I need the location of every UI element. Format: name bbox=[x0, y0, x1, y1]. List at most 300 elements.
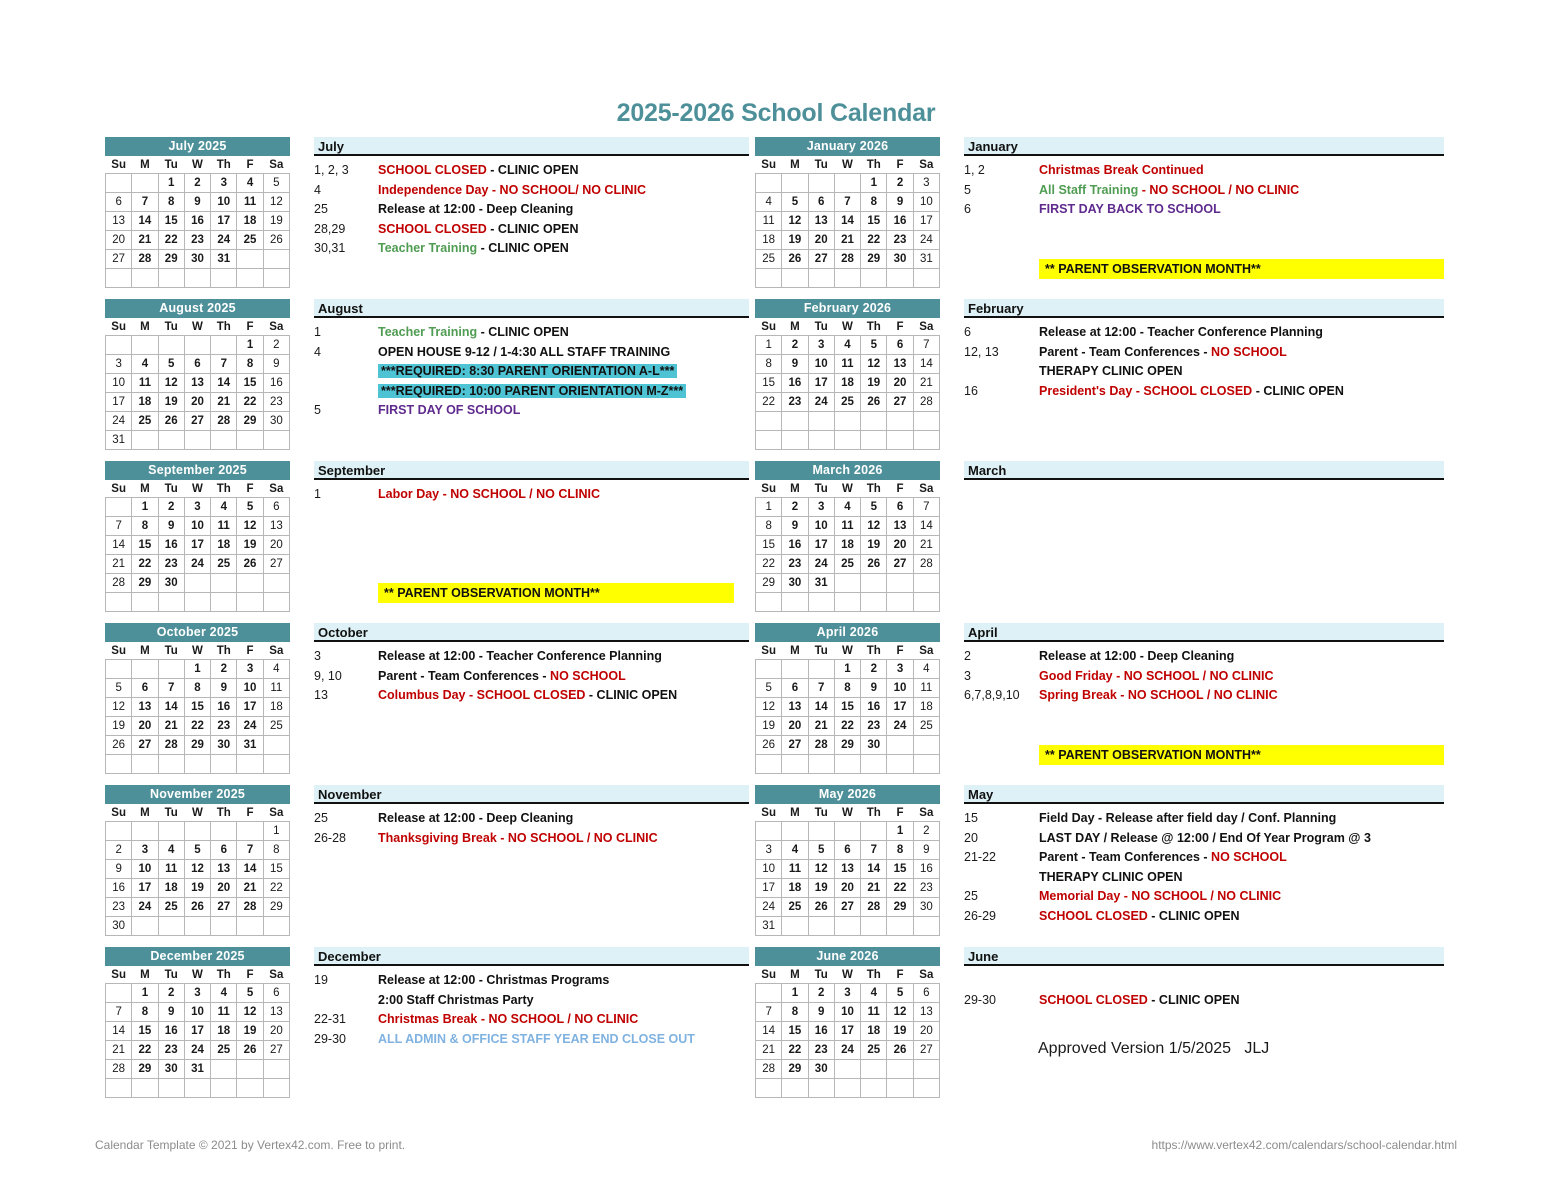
day-cell-5[interactable]: 5 bbox=[808, 841, 834, 860]
day-cell-12[interactable]: 12 bbox=[808, 860, 834, 879]
day-cell-2[interactable]: 2 bbox=[158, 984, 184, 1003]
day-cell-28[interactable]: 28 bbox=[913, 393, 939, 412]
day-cell-4[interactable]: 4 bbox=[861, 984, 887, 1003]
day-cell-3[interactable]: 3 bbox=[834, 984, 860, 1003]
day-cell-17[interactable]: 17 bbox=[913, 212, 939, 231]
day-cell-18[interactable]: 18 bbox=[756, 231, 782, 250]
day-cell-6[interactable]: 6 bbox=[132, 679, 158, 698]
day-cell-21[interactable]: 21 bbox=[913, 536, 939, 555]
day-cell-16[interactable]: 16 bbox=[106, 879, 132, 898]
day-cell-20[interactable]: 20 bbox=[263, 536, 289, 555]
day-cell-22[interactable]: 22 bbox=[756, 555, 782, 574]
day-cell-23[interactable]: 23 bbox=[184, 231, 210, 250]
day-cell-13[interactable]: 13 bbox=[263, 517, 289, 536]
day-cell-7[interactable]: 7 bbox=[106, 1003, 132, 1022]
day-cell-20[interactable]: 20 bbox=[808, 231, 834, 250]
day-cell-25[interactable]: 25 bbox=[834, 393, 860, 412]
day-cell-5[interactable]: 5 bbox=[263, 174, 289, 193]
day-cell-6[interactable]: 6 bbox=[263, 984, 289, 1003]
day-cell-22[interactable]: 22 bbox=[834, 717, 860, 736]
day-cell-1[interactable]: 1 bbox=[158, 174, 184, 193]
day-cell-29[interactable]: 29 bbox=[184, 736, 210, 755]
day-cell-22[interactable]: 22 bbox=[861, 231, 887, 250]
day-cell-5[interactable]: 5 bbox=[237, 498, 263, 517]
day-cell-12[interactable]: 12 bbox=[263, 193, 289, 212]
day-cell-22[interactable]: 22 bbox=[887, 879, 913, 898]
day-cell-12[interactable]: 12 bbox=[756, 698, 782, 717]
day-cell-22[interactable]: 22 bbox=[237, 393, 263, 412]
day-cell-28[interactable]: 28 bbox=[237, 898, 263, 917]
day-cell-11[interactable]: 11 bbox=[158, 860, 184, 879]
day-cell-2[interactable]: 2 bbox=[861, 660, 887, 679]
day-cell-28[interactable]: 28 bbox=[913, 555, 939, 574]
day-cell-21[interactable]: 21 bbox=[132, 231, 158, 250]
day-cell-18[interactable]: 18 bbox=[132, 393, 158, 412]
day-cell-30[interactable]: 30 bbox=[184, 250, 210, 269]
day-cell-23[interactable]: 23 bbox=[263, 393, 289, 412]
day-cell-19[interactable]: 19 bbox=[782, 231, 808, 250]
day-cell-1[interactable]: 1 bbox=[132, 498, 158, 517]
day-cell-16[interactable]: 16 bbox=[782, 536, 808, 555]
day-cell-10[interactable]: 10 bbox=[808, 517, 834, 536]
day-cell-30[interactable]: 30 bbox=[106, 917, 132, 936]
day-cell-25[interactable]: 25 bbox=[756, 250, 782, 269]
day-cell-6[interactable]: 6 bbox=[184, 355, 210, 374]
day-cell-8[interactable]: 8 bbox=[237, 355, 263, 374]
day-cell-4[interactable]: 4 bbox=[756, 193, 782, 212]
day-cell-25[interactable]: 25 bbox=[913, 717, 939, 736]
day-cell-18[interactable]: 18 bbox=[861, 1022, 887, 1041]
day-cell-22[interactable]: 22 bbox=[132, 555, 158, 574]
day-cell-10[interactable]: 10 bbox=[106, 374, 132, 393]
day-cell-6[interactable]: 6 bbox=[808, 193, 834, 212]
day-cell-19[interactable]: 19 bbox=[263, 212, 289, 231]
day-cell-13[interactable]: 13 bbox=[834, 860, 860, 879]
day-cell-8[interactable]: 8 bbox=[184, 679, 210, 698]
day-cell-10[interactable]: 10 bbox=[132, 860, 158, 879]
day-cell-30[interactable]: 30 bbox=[861, 736, 887, 755]
day-cell-4[interactable]: 4 bbox=[158, 841, 184, 860]
day-cell-3[interactable]: 3 bbox=[756, 841, 782, 860]
day-cell-27[interactable]: 27 bbox=[263, 1041, 289, 1060]
day-cell-14[interactable]: 14 bbox=[808, 698, 834, 717]
day-cell-16[interactable]: 16 bbox=[263, 374, 289, 393]
day-cell-25[interactable]: 25 bbox=[782, 898, 808, 917]
day-cell-18[interactable]: 18 bbox=[237, 212, 263, 231]
day-cell-1[interactable]: 1 bbox=[861, 174, 887, 193]
day-cell-3[interactable]: 3 bbox=[913, 174, 939, 193]
day-cell-12[interactable]: 12 bbox=[184, 860, 210, 879]
day-cell-8[interactable]: 8 bbox=[834, 679, 860, 698]
day-cell-29[interactable]: 29 bbox=[756, 574, 782, 593]
day-cell-26[interactable]: 26 bbox=[158, 412, 184, 431]
day-cell-30[interactable]: 30 bbox=[782, 574, 808, 593]
day-cell-31[interactable]: 31 bbox=[237, 736, 263, 755]
day-cell-7[interactable]: 7 bbox=[237, 841, 263, 860]
day-cell-9[interactable]: 9 bbox=[211, 679, 237, 698]
day-cell-5[interactable]: 5 bbox=[861, 498, 887, 517]
day-cell-23[interactable]: 23 bbox=[782, 555, 808, 574]
day-cell-26[interactable]: 26 bbox=[184, 898, 210, 917]
day-cell-21[interactable]: 21 bbox=[106, 555, 132, 574]
day-cell-4[interactable]: 4 bbox=[132, 355, 158, 374]
day-cell-26[interactable]: 26 bbox=[861, 393, 887, 412]
day-cell-6[interactable]: 6 bbox=[782, 679, 808, 698]
day-cell-1[interactable]: 1 bbox=[756, 336, 782, 355]
day-cell-3[interactable]: 3 bbox=[808, 498, 834, 517]
day-cell-14[interactable]: 14 bbox=[237, 860, 263, 879]
day-cell-29[interactable]: 29 bbox=[132, 1060, 158, 1079]
day-cell-31[interactable]: 31 bbox=[808, 574, 834, 593]
day-cell-17[interactable]: 17 bbox=[106, 393, 132, 412]
day-cell-10[interactable]: 10 bbox=[184, 517, 210, 536]
day-cell-26[interactable]: 26 bbox=[106, 736, 132, 755]
day-cell-10[interactable]: 10 bbox=[913, 193, 939, 212]
day-cell-13[interactable]: 13 bbox=[808, 212, 834, 231]
day-cell-6[interactable]: 6 bbox=[887, 498, 913, 517]
day-cell-11[interactable]: 11 bbox=[861, 1003, 887, 1022]
day-cell-19[interactable]: 19 bbox=[756, 717, 782, 736]
day-cell-7[interactable]: 7 bbox=[106, 517, 132, 536]
day-cell-2[interactable]: 2 bbox=[887, 174, 913, 193]
day-cell-28[interactable]: 28 bbox=[211, 412, 237, 431]
day-cell-12[interactable]: 12 bbox=[237, 1003, 263, 1022]
day-cell-26[interactable]: 26 bbox=[756, 736, 782, 755]
day-cell-24[interactable]: 24 bbox=[756, 898, 782, 917]
day-cell-28[interactable]: 28 bbox=[861, 898, 887, 917]
day-cell-12[interactable]: 12 bbox=[782, 212, 808, 231]
day-cell-13[interactable]: 13 bbox=[263, 1003, 289, 1022]
day-cell-17[interactable]: 17 bbox=[808, 374, 834, 393]
day-cell-2[interactable]: 2 bbox=[106, 841, 132, 860]
day-cell-27[interactable]: 27 bbox=[782, 736, 808, 755]
day-cell-11[interactable]: 11 bbox=[834, 355, 860, 374]
day-cell-25[interactable]: 25 bbox=[861, 1041, 887, 1060]
day-cell-21[interactable]: 21 bbox=[834, 231, 860, 250]
day-cell-13[interactable]: 13 bbox=[887, 355, 913, 374]
day-cell-2[interactable]: 2 bbox=[263, 336, 289, 355]
day-cell-27[interactable]: 27 bbox=[106, 250, 132, 269]
day-cell-7[interactable]: 7 bbox=[834, 193, 860, 212]
day-cell-27[interactable]: 27 bbox=[263, 555, 289, 574]
day-cell-12[interactable]: 12 bbox=[861, 355, 887, 374]
day-cell-16[interactable]: 16 bbox=[887, 212, 913, 231]
day-cell-5[interactable]: 5 bbox=[756, 679, 782, 698]
day-cell-10[interactable]: 10 bbox=[237, 679, 263, 698]
day-cell-23[interactable]: 23 bbox=[158, 1041, 184, 1060]
day-cell-4[interactable]: 4 bbox=[211, 498, 237, 517]
day-cell-27[interactable]: 27 bbox=[184, 412, 210, 431]
day-cell-20[interactable]: 20 bbox=[834, 879, 860, 898]
day-cell-1[interactable]: 1 bbox=[782, 984, 808, 1003]
day-cell-28[interactable]: 28 bbox=[834, 250, 860, 269]
day-cell-15[interactable]: 15 bbox=[132, 536, 158, 555]
day-cell-4[interactable]: 4 bbox=[237, 174, 263, 193]
day-cell-8[interactable]: 8 bbox=[782, 1003, 808, 1022]
day-cell-12[interactable]: 12 bbox=[106, 698, 132, 717]
day-cell-11[interactable]: 11 bbox=[211, 517, 237, 536]
day-cell-16[interactable]: 16 bbox=[861, 698, 887, 717]
day-cell-9[interactable]: 9 bbox=[106, 860, 132, 879]
day-cell-15[interactable]: 15 bbox=[861, 212, 887, 231]
day-cell-7[interactable]: 7 bbox=[861, 841, 887, 860]
day-cell-9[interactable]: 9 bbox=[913, 841, 939, 860]
day-cell-11[interactable]: 11 bbox=[263, 679, 289, 698]
day-cell-14[interactable]: 14 bbox=[211, 374, 237, 393]
day-cell-23[interactable]: 23 bbox=[808, 1041, 834, 1060]
day-cell-8[interactable]: 8 bbox=[861, 193, 887, 212]
day-cell-19[interactable]: 19 bbox=[808, 879, 834, 898]
day-cell-25[interactable]: 25 bbox=[211, 555, 237, 574]
day-cell-18[interactable]: 18 bbox=[782, 879, 808, 898]
day-cell-30[interactable]: 30 bbox=[211, 736, 237, 755]
day-cell-23[interactable]: 23 bbox=[782, 393, 808, 412]
day-cell-8[interactable]: 8 bbox=[132, 1003, 158, 1022]
day-cell-27[interactable]: 27 bbox=[211, 898, 237, 917]
day-cell-18[interactable]: 18 bbox=[211, 1022, 237, 1041]
day-cell-7[interactable]: 7 bbox=[132, 193, 158, 212]
day-cell-26[interactable]: 26 bbox=[887, 1041, 913, 1060]
day-cell-14[interactable]: 14 bbox=[106, 1022, 132, 1041]
day-cell-10[interactable]: 10 bbox=[887, 679, 913, 698]
day-cell-24[interactable]: 24 bbox=[808, 555, 834, 574]
day-cell-4[interactable]: 4 bbox=[834, 498, 860, 517]
day-cell-27[interactable]: 27 bbox=[132, 736, 158, 755]
day-cell-30[interactable]: 30 bbox=[158, 1060, 184, 1079]
day-cell-30[interactable]: 30 bbox=[808, 1060, 834, 1079]
day-cell-8[interactable]: 8 bbox=[263, 841, 289, 860]
day-cell-26[interactable]: 26 bbox=[808, 898, 834, 917]
day-cell-28[interactable]: 28 bbox=[106, 574, 132, 593]
day-cell-2[interactable]: 2 bbox=[782, 498, 808, 517]
day-cell-13[interactable]: 13 bbox=[106, 212, 132, 231]
day-cell-9[interactable]: 9 bbox=[782, 355, 808, 374]
day-cell-14[interactable]: 14 bbox=[106, 536, 132, 555]
day-cell-31[interactable]: 31 bbox=[756, 917, 782, 936]
day-cell-24[interactable]: 24 bbox=[913, 231, 939, 250]
day-cell-28[interactable]: 28 bbox=[158, 736, 184, 755]
day-cell-21[interactable]: 21 bbox=[106, 1041, 132, 1060]
day-cell-24[interactable]: 24 bbox=[106, 412, 132, 431]
day-cell-12[interactable]: 12 bbox=[158, 374, 184, 393]
day-cell-13[interactable]: 13 bbox=[132, 698, 158, 717]
day-cell-30[interactable]: 30 bbox=[887, 250, 913, 269]
day-cell-1[interactable]: 1 bbox=[834, 660, 860, 679]
day-cell-27[interactable]: 27 bbox=[887, 555, 913, 574]
day-cell-6[interactable]: 6 bbox=[106, 193, 132, 212]
day-cell-19[interactable]: 19 bbox=[237, 536, 263, 555]
day-cell-29[interactable]: 29 bbox=[158, 250, 184, 269]
day-cell-2[interactable]: 2 bbox=[211, 660, 237, 679]
day-cell-14[interactable]: 14 bbox=[834, 212, 860, 231]
day-cell-11[interactable]: 11 bbox=[913, 679, 939, 698]
day-cell-29[interactable]: 29 bbox=[263, 898, 289, 917]
day-cell-29[interactable]: 29 bbox=[782, 1060, 808, 1079]
day-cell-5[interactable]: 5 bbox=[782, 193, 808, 212]
day-cell-8[interactable]: 8 bbox=[887, 841, 913, 860]
day-cell-19[interactable]: 19 bbox=[237, 1022, 263, 1041]
day-cell-1[interactable]: 1 bbox=[887, 822, 913, 841]
day-cell-28[interactable]: 28 bbox=[132, 250, 158, 269]
day-cell-19[interactable]: 19 bbox=[106, 717, 132, 736]
day-cell-3[interactable]: 3 bbox=[237, 660, 263, 679]
day-cell-27[interactable]: 27 bbox=[913, 1041, 939, 1060]
day-cell-25[interactable]: 25 bbox=[263, 717, 289, 736]
day-cell-22[interactable]: 22 bbox=[782, 1041, 808, 1060]
day-cell-2[interactable]: 2 bbox=[913, 822, 939, 841]
day-cell-11[interactable]: 11 bbox=[834, 517, 860, 536]
day-cell-23[interactable]: 23 bbox=[887, 231, 913, 250]
day-cell-20[interactable]: 20 bbox=[263, 1022, 289, 1041]
day-cell-9[interactable]: 9 bbox=[158, 1003, 184, 1022]
day-cell-10[interactable]: 10 bbox=[834, 1003, 860, 1022]
day-cell-19[interactable]: 19 bbox=[158, 393, 184, 412]
day-cell-24[interactable]: 24 bbox=[132, 898, 158, 917]
day-cell-24[interactable]: 24 bbox=[184, 555, 210, 574]
day-cell-13[interactable]: 13 bbox=[211, 860, 237, 879]
day-cell-4[interactable]: 4 bbox=[211, 984, 237, 1003]
day-cell-26[interactable]: 26 bbox=[237, 1041, 263, 1060]
day-cell-16[interactable]: 16 bbox=[158, 1022, 184, 1041]
day-cell-3[interactable]: 3 bbox=[106, 355, 132, 374]
day-cell-25[interactable]: 25 bbox=[132, 412, 158, 431]
day-cell-12[interactable]: 12 bbox=[861, 517, 887, 536]
day-cell-22[interactable]: 22 bbox=[756, 393, 782, 412]
day-cell-21[interactable]: 21 bbox=[861, 879, 887, 898]
day-cell-2[interactable]: 2 bbox=[158, 498, 184, 517]
day-cell-15[interactable]: 15 bbox=[237, 374, 263, 393]
day-cell-6[interactable]: 6 bbox=[211, 841, 237, 860]
day-cell-17[interactable]: 17 bbox=[834, 1022, 860, 1041]
day-cell-8[interactable]: 8 bbox=[132, 517, 158, 536]
day-cell-23[interactable]: 23 bbox=[106, 898, 132, 917]
day-cell-14[interactable]: 14 bbox=[756, 1022, 782, 1041]
day-cell-24[interactable]: 24 bbox=[184, 1041, 210, 1060]
day-cell-24[interactable]: 24 bbox=[887, 717, 913, 736]
day-cell-5[interactable]: 5 bbox=[158, 355, 184, 374]
day-cell-21[interactable]: 21 bbox=[158, 717, 184, 736]
day-cell-18[interactable]: 18 bbox=[913, 698, 939, 717]
day-cell-6[interactable]: 6 bbox=[263, 498, 289, 517]
day-cell-9[interactable]: 9 bbox=[887, 193, 913, 212]
day-cell-18[interactable]: 18 bbox=[263, 698, 289, 717]
day-cell-1[interactable]: 1 bbox=[132, 984, 158, 1003]
day-cell-23[interactable]: 23 bbox=[211, 717, 237, 736]
day-cell-23[interactable]: 23 bbox=[158, 555, 184, 574]
day-cell-3[interactable]: 3 bbox=[887, 660, 913, 679]
day-cell-15[interactable]: 15 bbox=[158, 212, 184, 231]
day-cell-31[interactable]: 31 bbox=[913, 250, 939, 269]
day-cell-3[interactable]: 3 bbox=[184, 984, 210, 1003]
day-cell-9[interactable]: 9 bbox=[263, 355, 289, 374]
day-cell-26[interactable]: 26 bbox=[237, 555, 263, 574]
day-cell-28[interactable]: 28 bbox=[808, 736, 834, 755]
day-cell-9[interactable]: 9 bbox=[184, 193, 210, 212]
day-cell-4[interactable]: 4 bbox=[263, 660, 289, 679]
day-cell-17[interactable]: 17 bbox=[132, 879, 158, 898]
day-cell-26[interactable]: 26 bbox=[861, 555, 887, 574]
day-cell-16[interactable]: 16 bbox=[158, 536, 184, 555]
day-cell-30[interactable]: 30 bbox=[263, 412, 289, 431]
day-cell-14[interactable]: 14 bbox=[861, 860, 887, 879]
day-cell-21[interactable]: 21 bbox=[913, 374, 939, 393]
day-cell-22[interactable]: 22 bbox=[184, 717, 210, 736]
day-cell-21[interactable]: 21 bbox=[756, 1041, 782, 1060]
day-cell-5[interactable]: 5 bbox=[106, 679, 132, 698]
day-cell-10[interactable]: 10 bbox=[808, 355, 834, 374]
day-cell-26[interactable]: 26 bbox=[782, 250, 808, 269]
day-cell-16[interactable]: 16 bbox=[913, 860, 939, 879]
day-cell-7[interactable]: 7 bbox=[158, 679, 184, 698]
day-cell-13[interactable]: 13 bbox=[887, 517, 913, 536]
day-cell-10[interactable]: 10 bbox=[184, 1003, 210, 1022]
day-cell-1[interactable]: 1 bbox=[237, 336, 263, 355]
day-cell-16[interactable]: 16 bbox=[782, 374, 808, 393]
day-cell-18[interactable]: 18 bbox=[211, 536, 237, 555]
day-cell-20[interactable]: 20 bbox=[184, 393, 210, 412]
day-cell-23[interactable]: 23 bbox=[913, 879, 939, 898]
day-cell-15[interactable]: 15 bbox=[132, 1022, 158, 1041]
day-cell-3[interactable]: 3 bbox=[132, 841, 158, 860]
day-cell-16[interactable]: 16 bbox=[808, 1022, 834, 1041]
day-cell-13[interactable]: 13 bbox=[782, 698, 808, 717]
day-cell-21[interactable]: 21 bbox=[237, 879, 263, 898]
day-cell-17[interactable]: 17 bbox=[887, 698, 913, 717]
day-cell-4[interactable]: 4 bbox=[913, 660, 939, 679]
day-cell-5[interactable]: 5 bbox=[184, 841, 210, 860]
day-cell-3[interactable]: 3 bbox=[808, 336, 834, 355]
day-cell-13[interactable]: 13 bbox=[184, 374, 210, 393]
day-cell-11[interactable]: 11 bbox=[756, 212, 782, 231]
day-cell-15[interactable]: 15 bbox=[756, 536, 782, 555]
day-cell-20[interactable]: 20 bbox=[106, 231, 132, 250]
day-cell-9[interactable]: 9 bbox=[158, 517, 184, 536]
day-cell-16[interactable]: 16 bbox=[184, 212, 210, 231]
day-cell-19[interactable]: 19 bbox=[184, 879, 210, 898]
day-cell-27[interactable]: 27 bbox=[887, 393, 913, 412]
day-cell-11[interactable]: 11 bbox=[211, 1003, 237, 1022]
day-cell-14[interactable]: 14 bbox=[913, 355, 939, 374]
day-cell-29[interactable]: 29 bbox=[834, 736, 860, 755]
day-cell-12[interactable]: 12 bbox=[237, 517, 263, 536]
day-cell-15[interactable]: 15 bbox=[263, 860, 289, 879]
day-cell-2[interactable]: 2 bbox=[184, 174, 210, 193]
day-cell-17[interactable]: 17 bbox=[237, 698, 263, 717]
day-cell-19[interactable]: 19 bbox=[861, 374, 887, 393]
day-cell-29[interactable]: 29 bbox=[861, 250, 887, 269]
day-cell-6[interactable]: 6 bbox=[913, 984, 939, 1003]
day-cell-15[interactable]: 15 bbox=[756, 374, 782, 393]
day-cell-31[interactable]: 31 bbox=[106, 431, 132, 450]
day-cell-6[interactable]: 6 bbox=[834, 841, 860, 860]
day-cell-17[interactable]: 17 bbox=[184, 536, 210, 555]
day-cell-11[interactable]: 11 bbox=[237, 193, 263, 212]
day-cell-25[interactable]: 25 bbox=[237, 231, 263, 250]
day-cell-7[interactable]: 7 bbox=[211, 355, 237, 374]
day-cell-17[interactable]: 17 bbox=[756, 879, 782, 898]
day-cell-15[interactable]: 15 bbox=[834, 698, 860, 717]
day-cell-10[interactable]: 10 bbox=[756, 860, 782, 879]
day-cell-22[interactable]: 22 bbox=[132, 1041, 158, 1060]
day-cell-21[interactable]: 21 bbox=[808, 717, 834, 736]
day-cell-15[interactable]: 15 bbox=[184, 698, 210, 717]
day-cell-20[interactable]: 20 bbox=[913, 1022, 939, 1041]
day-cell-29[interactable]: 29 bbox=[887, 898, 913, 917]
day-cell-26[interactable]: 26 bbox=[263, 231, 289, 250]
day-cell-21[interactable]: 21 bbox=[211, 393, 237, 412]
day-cell-20[interactable]: 20 bbox=[211, 879, 237, 898]
day-cell-19[interactable]: 19 bbox=[861, 536, 887, 555]
